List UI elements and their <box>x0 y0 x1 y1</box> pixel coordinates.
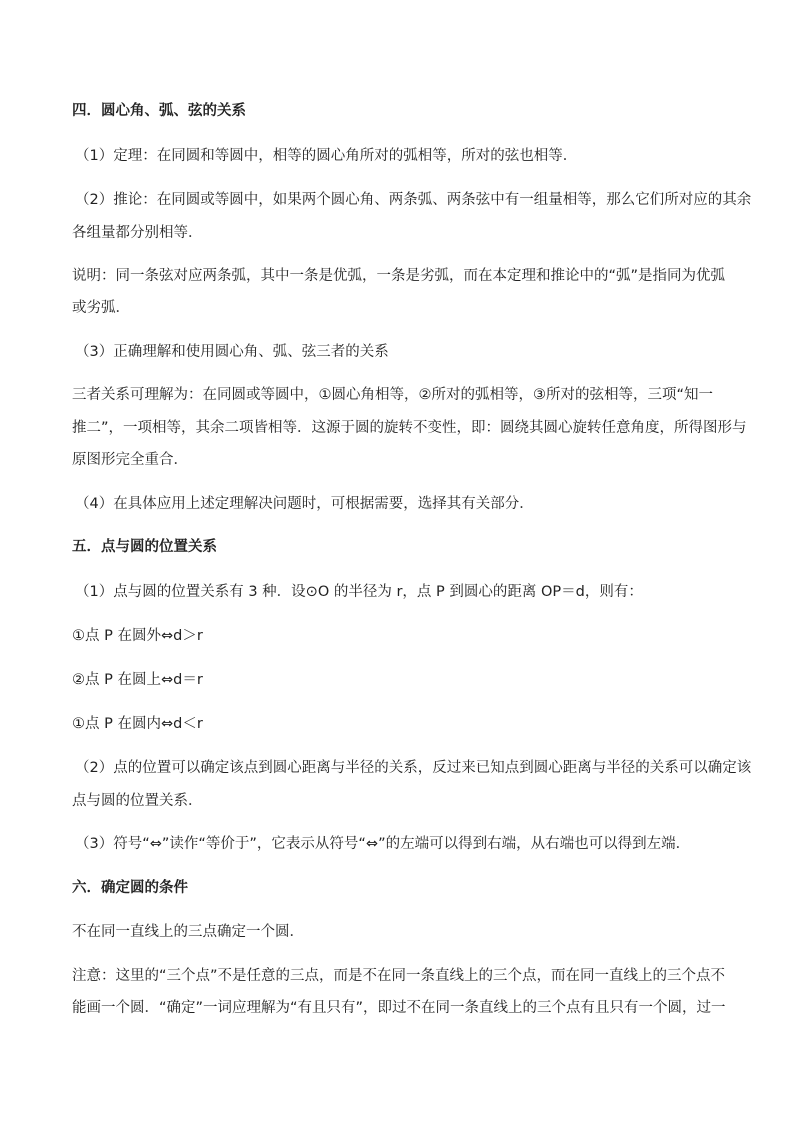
paragraph-line: （3）正确理解和使用圆心角、弧、弦三者的关系 <box>75 344 389 360</box>
paragraph-line: 不在同一直线上的三点确定一个圆． <box>72 924 304 940</box>
paragraph-line: （3）符号“⇔”读作“等价于”，它表示从符号“⇔”的左端可以得到右端，从右端也可以得到左端． <box>75 836 691 852</box>
paragraph-line: （1）定理：在同圆和等圆中，相等的圆心角所对的弧相等，所对的弦也相等． <box>75 148 578 164</box>
paragraph-line: 点与圆的位置关系． <box>72 793 203 809</box>
paragraph-line: 注意：这里的“三个点”不是任意的三点，而是不在同一条直线上的三个点，而在同一直线上的三个点不 <box>72 968 726 984</box>
paragraph-line: ①点 P 在圆外⇔d＞r <box>72 628 203 644</box>
paragraph-line: ①点 P 在圆内⇔d＜r <box>72 716 203 732</box>
section-heading-5: 五．点与圆的位置关系 <box>72 539 217 555</box>
paragraph-line: 推二”，一项相等，其余二项皆相等．这源于圆的旋转不变性，即：圆绕其圆心旋转任意角度，所得图形与 <box>72 420 747 436</box>
paragraph-line: 三者关系可理解为：在同圆或等圆中，①圆心角相等，②所对的弧相等，③所对的弦相等，三项“知一 <box>72 387 714 403</box>
paragraph-line: 能画一个圆．“确定”一词应理解为“有且只有”，即过不在同一条直线上的三个点有且只有一个圆，过一 <box>72 1000 726 1016</box>
paragraph-line: 说明：同一条弦对应两条弧，其中一条是优弧，一条是劣弧，而在本定理和推论中的“弧”是指同为优弧 <box>72 268 726 284</box>
paragraph-line: （4）在具体应用上述定理解决问题时，可根据需要，选择其有关部分． <box>75 496 534 512</box>
section-heading-6: 六．确定圆的条件 <box>72 880 188 896</box>
paragraph-line: ②点 P 在圆上⇔d＝r <box>72 672 203 688</box>
paragraph-line: 或劣弧． <box>72 300 130 316</box>
paragraph-line: 原图形完全重合． <box>72 452 188 468</box>
paragraph-line: （2）推论：在同圆或等圆中，如果两个圆心角、两条弧、两条弦中有一组量相等，那么它们所对应的其余 <box>75 192 752 208</box>
paragraph-line: （2）点的位置可以确定该点到圆心距离与半径的关系，反过来已知点到圆心距离与半径的关系可以确定该 <box>75 760 752 776</box>
paragraph-line: 各组量都分别相等． <box>72 225 203 241</box>
paragraph-line: （1）点与圆的位置关系有 3 种．设⊙O 的半径为 r，点 P 到圆心的距离 OP＝d，则有： <box>75 584 643 600</box>
section-heading-4: 四．圆心角、弧、弦的关系 <box>72 103 246 119</box>
